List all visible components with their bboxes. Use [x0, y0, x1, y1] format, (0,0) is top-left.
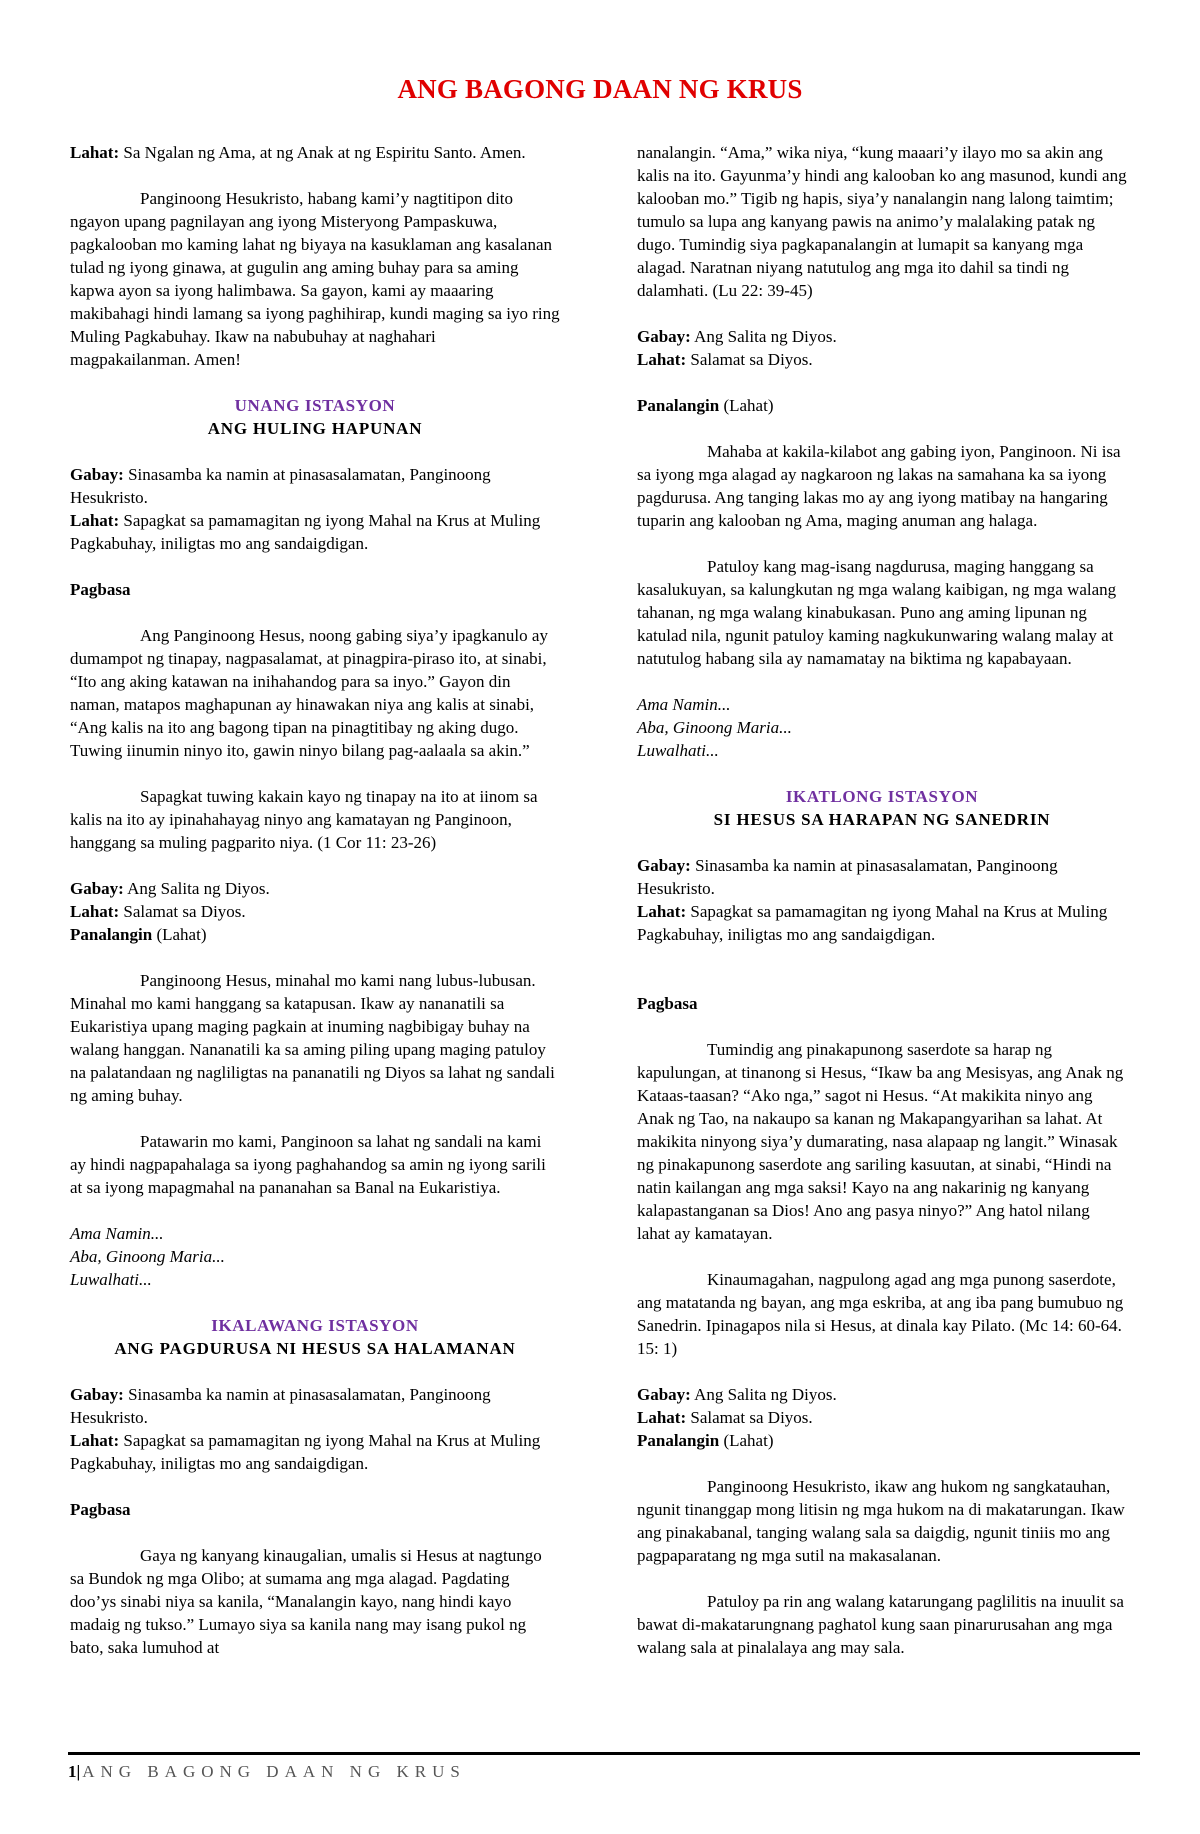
- station-1-reading-2: Sapagkat tuwing kakain kayo ng tinapay na ito at iinom sa kalis na ito ay ipinahahayag ninyo ang kamatayan ng Panginoon, hanggang sa muling pagparito niya. (1 Cor 11: 23-26): [70, 787, 538, 852]
- lahat-text: Salamat sa Diyos.: [690, 1408, 813, 1427]
- lahat-label: Lahat:: [70, 1431, 120, 1450]
- station-2-pagbasa-heading: Pagbasa: [70, 1500, 131, 1519]
- station-2-panalangin-heading: [637, 394, 1127, 417]
- station-3-reading-1: Tumindig ang pinakapunong saserdote sa harap ng kapulungan, at tinanong si Hesus, “Ikaw ba ang Mesisyas, ang Anak ng Kataas-taasan? “Ako nga,” sagot ni Hesus. “At makikita ninyo ang Anak ng Tao, na nakaupo sa kanan ng Makapangyarihan sa lahat. At makikita ninyong siya’y dumarating, nasa alapaap ng langit.” Winasak ng pinakapunong saserdote ang sariling kasuutan, at sinabi, “Hindi na natin kailangan ang mga saksi! Kayo na ang nakarinig ng kanyang kalapastanganan sa Dios! Ano ang pasya ninyo?” Ang hatol nilang lahat ay kamatayan.: [637, 1040, 1124, 1243]
- station-3-gabay: [637, 854, 1127, 900]
- ama-namin: Ama Namin...: [70, 1224, 164, 1243]
- station-3-panalangin-heading: [637, 1429, 1127, 1452]
- lahat-label: Lahat:: [637, 902, 687, 921]
- opening-prayer: Panginoong Hesukristo, habang kami’y nagtitipon dito ngayon upang pagnilayan ang iyong Misteryong Pampaskuwa, pagkalooban mo kaming lahat ng biyaya na kasuklaman ang kasalanan tulad ng iyong ginawa, at gugulin ang aming buhay para sa aming kapwa ayon sa iyong halimbawa. Sa gayon, kami ay maaaring makibahagi hindi lamang sa iyong paghihirap, kundi maging sa iyo ring Muling Pagkabuhay. Ikaw na nabubuhay at naghahari magpakailanman. Amen!: [70, 189, 560, 369]
- aba-ginoong-maria: Aba, Ginoong Maria...: [637, 718, 792, 737]
- gabay-label: Gabay:: [637, 327, 691, 346]
- lahat-label: Lahat:: [70, 143, 120, 162]
- panalangin-label: Panalangin: [70, 925, 153, 944]
- station-2-reading-left: Gaya ng kanyang kinaugalian, umalis si Hesus at nagtungo sa Bundok ng mga Olibo; at sumama ang mga alagad. Pagdating doo’ys sinabi niya sa kanila, “Manalangin kayo, nang hindi kayo madaig ng tukso.” Lumayo siya sa kanila nang may isang pukol ng bato, saka lumuhod at: [70, 1546, 542, 1657]
- station-3-lahat: [637, 900, 1127, 946]
- gabay-label: Gabay:: [637, 1385, 691, 1404]
- station-2-lahat: [70, 1429, 560, 1475]
- page-footer: [68, 1762, 466, 1782]
- station-3-prayer-1: Panginoong Hesukristo, ikaw ang hukom ng sangkatauhan, ngunit tinanggap mong litisin ng mga hukom na di makatarungan. Ikaw ang pinakabanal, tanging walang sala sa daigdig, ngunit tiniis mo ang pagpaparatang ng mga sutil na makasalanan.: [637, 1477, 1125, 1565]
- station-2-reading-right: nanalangin. “Ama,” wika niya, “kung maaari’y ilayo mo sa akin ang kalis na ito. Gayunma’y hindi ang kalooban ko ang masunod, kundi ang kalooban mo.” Tigib ng hapis, siya’y nanalangin nang lalong taimtim; tumulo sa lupa ang kanyang pawis na animo’y malalaking patak ng dugo. Tumindig siya pagkapanalangin at lumapit sa kanyang mga alagad. Naratnan niyang natutulog ang mga ito dahil sa tindi ng dalamhati. (Lu 22: 39-45): [637, 143, 1127, 300]
- gabay-text: Sinasamba ka namin at pinasasalamatan, Panginoong Hesukristo.: [70, 465, 491, 507]
- gabay-text: Ang Salita ng Diyos.: [127, 879, 270, 898]
- station-3-pagbasa-heading: Pagbasa: [637, 994, 698, 1013]
- lahat-label: Lahat:: [70, 511, 120, 530]
- ama-namin: Ama Namin...: [637, 695, 731, 714]
- luwalhati: Luwalhati...: [637, 741, 719, 760]
- station-2-name: ANG PAGDURUSA NI HESUS SA HALAMANAN: [114, 1339, 516, 1358]
- left-column: [70, 141, 560, 1659]
- station-3-name: SI HESUS SA HARAPAN NG SANEDRIN: [713, 810, 1051, 829]
- station-1-gabay-word: [70, 877, 560, 900]
- station-2-prayer-1: Mahaba at kakila-kilabot ang gabing iyon, Panginoon. Ni isa sa iyong mga alagad ay nagkaroon ng lakas na samahana ka sa iyong pagdurusa. Ang tanging lakas mo ay ang iyong matibay na hangaring tuparin ang kalooban ng Ama, maging anuman ang halaga.: [637, 442, 1121, 530]
- gabay-label: Gabay:: [637, 856, 691, 875]
- luwalhati: Luwalhati...: [70, 1270, 152, 1289]
- intro-lahat: [70, 141, 560, 164]
- footer-separator: |: [76, 1762, 83, 1781]
- station-1-prayer-1: Panginoong Hesus, minahal mo kami nang lubus-lubusan. Minahal mo kami hanggang sa katapusan. Ikaw ay nananatili sa Eukaristiya upang maging pagkain at inuming nagbibigay buhay na walang hanggan. Nananatili ka sa aming piling upang maging patuloy na palatandaan ng nagliligtas na pananatili ng Diyos sa lahat ng sandali ng aming buhay.: [70, 971, 555, 1105]
- gabay-text: Ang Salita ng Diyos.: [694, 327, 837, 346]
- station-1-lahat-word: [70, 900, 560, 923]
- station-1-gabay: [70, 463, 560, 509]
- station-2-number: IKALAWANG ISTASYON: [211, 1316, 419, 1335]
- gabay-label: Gabay:: [70, 1385, 124, 1404]
- station-3-prayer-2: Patuloy pa rin ang walang katarungang paglilitis na inuulit sa bawat di-makatarungnang paghatol kung saan pinarurusahan ang mga walang sala at pinalalaya ang may sala.: [637, 1592, 1124, 1657]
- lahat-label: Lahat:: [637, 350, 687, 369]
- intro-lahat-text: Sa Ngalan ng Ama, at ng Anak at ng Espiritu Santo. Amen.: [123, 143, 526, 162]
- station-1-panalangin-heading: [70, 923, 560, 946]
- page-number: 1: [68, 1762, 77, 1781]
- gabay-text: Sinasamba ka namin at pinasasalamatan, Panginoong Hesukristo.: [70, 1385, 491, 1427]
- station-1-lahat: [70, 509, 560, 555]
- lahat-text: Sapagkat sa pamamagitan ng iyong Mahal na Krus at Muling Pagkabuhay, iniligtas mo ang sandaigdigan.: [70, 1431, 541, 1473]
- right-column: [637, 141, 1127, 1659]
- station-1-number: UNANG ISTASYON: [234, 396, 396, 415]
- aba-ginoong-maria: Aba, Ginoong Maria...: [70, 1247, 225, 1266]
- panalangin-note: (Lahat): [156, 925, 207, 944]
- station-2-lahat-word: [637, 348, 1127, 371]
- panalangin-note: (Lahat): [723, 396, 774, 415]
- panalangin-label: Panalangin: [637, 1431, 720, 1450]
- station-2-prayer-2: Patuloy kang mag-isang nagdurusa, maging hanggang sa kasalukuyan, sa kalungkutan ng mga walang kaibigan, ng mga walang tahanan, ng mga walang kinabukasan. Puno ang aming lipunan ng katulad nila, ngunit patuloy kaming nagkukunwaring walang malay at natutulog habang sila ay namamatay na biktima ng kapabayaan.: [637, 557, 1117, 668]
- panalangin-note: (Lahat): [723, 1431, 774, 1450]
- station-2-gabay: [70, 1383, 560, 1429]
- gabay-text: Ang Salita ng Diyos.: [694, 1385, 837, 1404]
- station-3-number: IKATLONG ISTASYON: [785, 787, 979, 806]
- lahat-text: Sapagkat sa pamamagitan ng iyong Mahal na Krus at Muling Pagkabuhay, iniligtas mo ang sandaigdigan.: [637, 902, 1108, 944]
- lahat-label: Lahat:: [637, 1408, 687, 1427]
- gabay-label: Gabay:: [70, 465, 124, 484]
- station-1-pagbasa-heading: Pagbasa: [70, 580, 131, 599]
- gabay-label: Gabay:: [70, 879, 124, 898]
- lahat-label: Lahat:: [70, 902, 120, 921]
- footer-running-title: ANG BAGONG DAAN NG KRUS: [82, 1762, 466, 1781]
- station-3-reading-2: Kinaumagahan, nagpulong agad ang mga punong saserdote, ang matatanda ng bayan, ang mga eskriba, at ang iba pang bumubuo ng Sanedrin. Ipinagapos nila si Hesus, at dinala kay Pilato. (Mc 14: 60-64. 15: 1): [637, 1270, 1124, 1358]
- station-1-prayer-2: Patawarin mo kami, Panginoon sa lahat ng sandali na kami ay hindi nagpapahalaga sa iyong paghahandog sa amin ng iyong sarili at sa iyong mapagmahal na pananahan sa Banal na Eukaristiya.: [70, 1132, 546, 1197]
- station-1-reading-1: Ang Panginoong Hesus, noong gabing siya’y ipagkanulo ay dumampot ng tinapay, nagpasalamat, at pinagpira-piraso ito, at sinabi, “Ito ang aking katawan na inihahandog para sa inyo.” Gayon din naman, matapos maghapunan ay hinawakan niya ang kalis at sinabi, “Ang kalis na ito ang bagong tipan na pinagtitibay ng aking dugo. Tuwing iinumin ninyo ito, gawin ninyo bilang pag-aalaala sa akin.”: [70, 626, 548, 760]
- lahat-text: Sapagkat sa pamamagitan ng iyong Mahal na Krus at Muling Pagkabuhay, iniligtas mo ang sandaigdigan.: [70, 511, 541, 553]
- gabay-text: Sinasamba ka namin at pinasasalamatan, Panginoong Hesukristo.: [637, 856, 1058, 898]
- document-title: ANG BAGONG DAAN NG KRUS: [397, 74, 803, 104]
- station-1-name: ANG HULING HAPUNAN: [207, 419, 423, 438]
- station-3-gabay-word: [637, 1383, 1127, 1406]
- lahat-text: Salamat sa Diyos.: [123, 902, 246, 921]
- station-3-lahat-word: [637, 1406, 1127, 1429]
- lahat-text: Salamat sa Diyos.: [690, 350, 813, 369]
- footer-divider: [68, 1752, 1140, 1755]
- station-2-gabay-word: [637, 325, 1127, 348]
- panalangin-label: Panalangin: [637, 396, 720, 415]
